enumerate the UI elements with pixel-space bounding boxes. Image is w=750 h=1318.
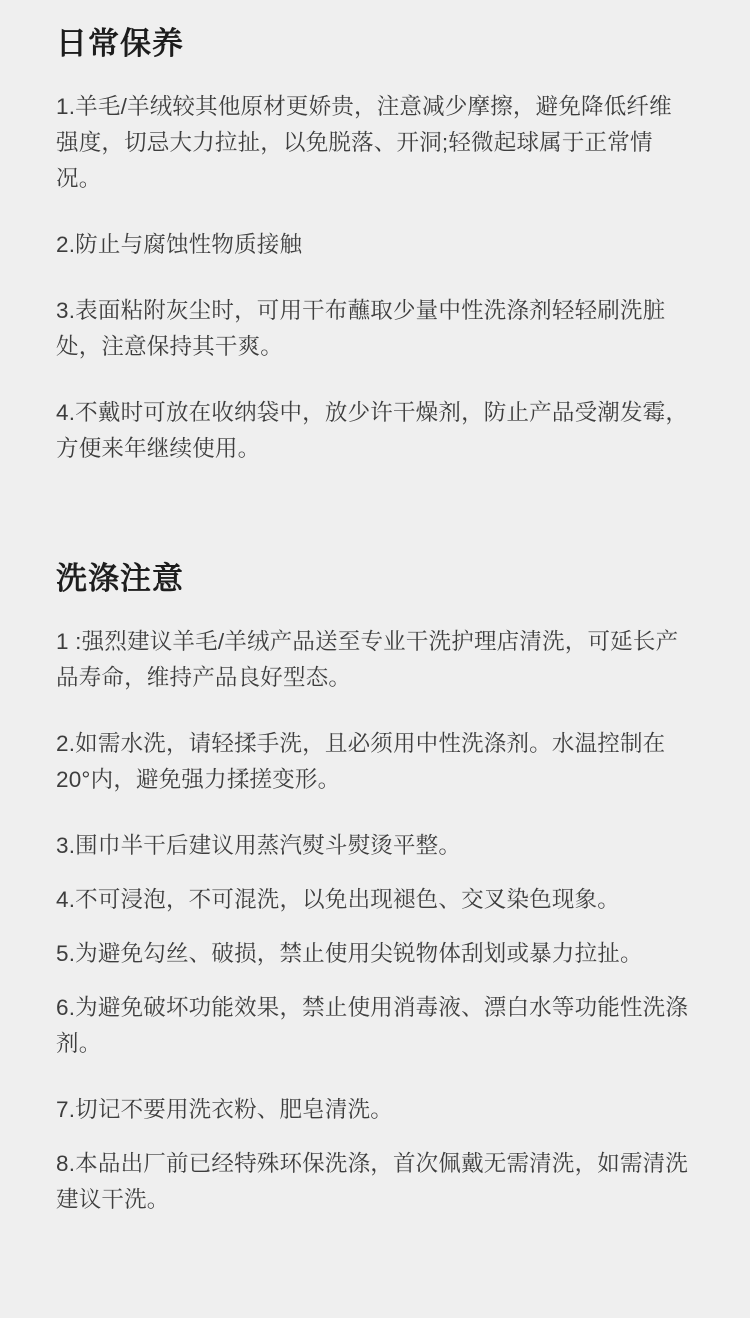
washing-item-6: 6.为避免破坏功能效果，禁止使用消毒液、漂白水等功能性洗涤剂。 bbox=[56, 995, 689, 1056]
section-spacer bbox=[56, 467, 694, 553]
bottom-spacer bbox=[56, 1218, 694, 1258]
daily-care-item-4: 4.不戴时可放在收纳袋中，放少许干燥剂，防止产品受潮发霉，方便来年继续使用。 bbox=[56, 400, 689, 461]
washing-item-3: 3.围巾半干后建议用蒸汽熨斗熨烫平整。 bbox=[56, 833, 462, 858]
washing-item-8: 8.本品出厂前已经特殊环保洗涤，首次佩戴无需清洗，如需清洗建议干洗。 bbox=[56, 1151, 689, 1212]
washing-item-5: 5.为避免勾丝、破损，禁止使用尖锐物体刮划或暴力拉扯。 bbox=[56, 941, 643, 966]
washing-notice-heading: 洗涤注意 bbox=[56, 561, 184, 596]
heading-spacer-2 bbox=[56, 598, 694, 624]
daily-care-heading: 日常保养 bbox=[56, 26, 184, 61]
heading-spacer bbox=[56, 63, 694, 89]
washing-item-2: 2.如需水洗，请轻揉手洗，且必须用中性洗涤剂。水温控制在20°内，避免强力揉搓变形。 bbox=[56, 731, 666, 792]
daily-care-item-1: 1.羊毛/羊绒较其他原材更娇贵，注意减少摩擦，避免降低纤维强度，切忌大力拉扯，以免脱落、开洞;轻微起球属于正常情况。 bbox=[56, 94, 672, 191]
washing-item-1: 1 :强烈建议羊毛/羊绒产品送至专业干洗护理店清洗，可延长产品寿命，维持产品良好型态。 bbox=[56, 629, 679, 690]
daily-care-item-2: 2.防止与腐蚀性物质接触 bbox=[56, 232, 303, 257]
washing-item-7: 7.切记不要用洗衣粉、肥皂清洗。 bbox=[56, 1097, 393, 1122]
daily-care-item-3: 3.表面粘附灰尘时，可用干布蘸取少量中性洗涤剂轻轻刷洗脏处，注意保持其干爽。 bbox=[56, 298, 666, 359]
washing-item-4: 4.不可浸泡，不可混洗，以免出现褪色、交叉染色现象。 bbox=[56, 887, 620, 912]
daily-care-section bbox=[56, 0, 694, 467]
washing-notice-section bbox=[56, 553, 694, 1218]
